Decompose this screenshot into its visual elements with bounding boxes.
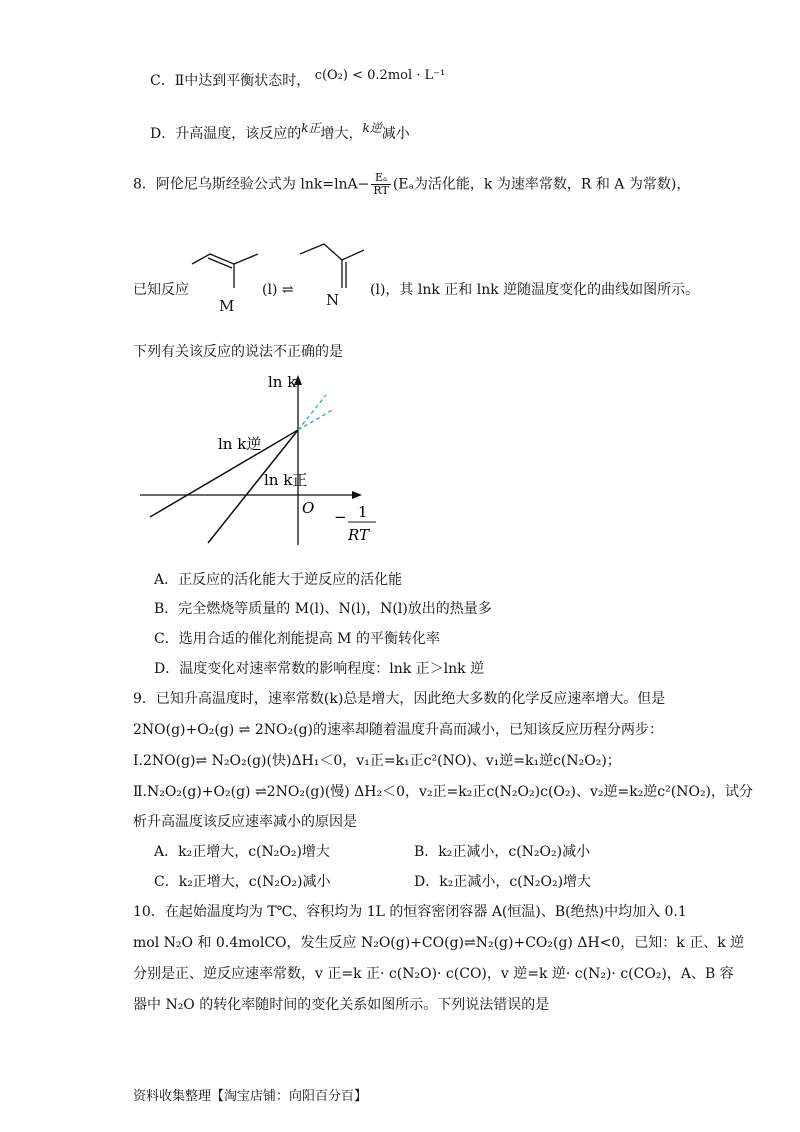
q8-intro-b: (Eₐ为活化能，k 为速率常数，R 和 A 为常数)， [392,176,691,193]
q7-k-reverse: k逆 [362,121,382,135]
q8-question: 下列有关该反应的说法不正确的是 [133,344,343,360]
q9-line-2: 2NO(g)+O₂(g) ⇌ 2NO₂(g)的速率却随着温度升高而减小，已知该反应历程分两步： [133,722,663,738]
q8-reaction-suffix: (l)，其 lnk 正和 lnk 逆随温度变化的曲线如图所示。 [370,282,700,298]
page-footer: 资料收集整理【淘宝店铺：向阳百分百】 [133,1089,368,1104]
q10-line-2: mol N₂O 和 0.4molCO，发生反应 N₂O(g)+CO(g)⇌N₂(g)+CO₂(g) ΔH<0，已知：k 正、k 逆 [133,935,745,951]
q8-reaction-mid: (l) ⇌ [262,282,294,298]
graph-x-label-bottom: RT [348,526,370,544]
dashed-extension-reverse [298,409,334,430]
q7-option-d-text-a: D．升高温度，该反应的 [150,126,302,142]
dashed-extension-forward [298,395,326,430]
q7-option-c-formula: c(O₂) < 0.2mol · L⁻¹ [314,68,446,83]
q8-option-b: B．完全燃烧等质量的 M(l)、N(l)，N(l)放出的热量多 [154,601,492,617]
q8-option-d: D．温度变化对速率常数的影响程度：lnk 正＞lnk 逆 [154,661,485,677]
graph-x-arrow [352,491,362,499]
q7-option-d [150,118,410,144]
graph-label-forward: ln k正 [264,471,308,489]
q8-intro-a: 8．阿伦尼乌斯经验公式为 lnk=lnA− [133,176,370,193]
q10-line-4: 器中 N₂O 的转化率随时间的变化关系如图所示。下列说法错误的是 [133,997,550,1013]
molecule-n-label: N [326,291,340,309]
q9-option-a: A．k₂正增大，c(N₂O₂)增大 [154,844,330,860]
molecule-m-label: M [219,297,235,315]
q8-fraction [371,172,390,197]
q7-k-forward: k正 [301,121,321,135]
q9-line-4: Ⅱ.N₂O₂(g)+O₂(g) ⇌2NO₂(g)(慢) ΔH₂＜0，v₂正=k₂正c(N₂O₂)c(O₂)、v₂逆=k₂逆c²(NO₂)，试分 [133,784,754,800]
q10-line-3: 分别是正、逆反应速率常数，v 正=k 正· c(N₂O)· c(CO)，v 逆=k 逆· c(N₂)· c(CO₂)，A、B 容 [133,966,734,982]
q9-line-1: 9．已知升高温度时，速率常数(k)总是增大，因此绝大多数的化学反应速率增大。但是 [133,691,666,707]
q8-intro [133,172,690,197]
q7-option-c-text: C．Ⅱ中达到平衡状态时， [150,73,311,89]
q7-option-d-text-c: 减小 [381,126,410,142]
q8-fraction-denominator: RT [373,184,389,197]
q10-line-1: 10．在起始温度均为 T℃、容积均为 1L 的恒容密闭容器 A(恒温)、B(绝热)中均加入 0.1 [133,904,687,920]
q8-option-a: A．正反应的活化能大于逆反应的活化能 [154,572,403,588]
q9-option-d: D．k₂正减小，c(N₂O₂)增大 [414,874,592,890]
q9-line-3: Ⅰ.2NO(g)⇌ N₂O₂(g)(快)ΔH₁＜0，v₁正=k₁正c²(NO)、v₁逆=k₁逆c(N₂O₂)； [133,753,621,769]
graph-origin: O [302,499,315,517]
graph-label-reverse: ln k逆 [218,435,262,453]
q9-line-5: 析升高温度该反应速率减小的原因是 [133,814,357,830]
q9-option-c: C．k₂正增大，c(N₂O₂)减小 [154,874,331,890]
graph-y-label: ln k [268,373,297,391]
graph-x-label-top: 1 [358,503,368,521]
q9-option-b: B．k₂正减小，c(N₂O₂)减小 [414,844,591,860]
q8-reaction-prefix: 已知反应 [133,282,189,298]
graph-x-minus: − [334,508,347,526]
q8-graph [130,365,390,550]
q7-option-d-text-b: 增大， [320,126,363,142]
q7-option-c [150,66,445,91]
q8-fraction-numerator: Eₐ [371,172,390,185]
q8-option-c: C．选用合适的催化剂能提高 M 的平衡转化率 [154,631,440,647]
